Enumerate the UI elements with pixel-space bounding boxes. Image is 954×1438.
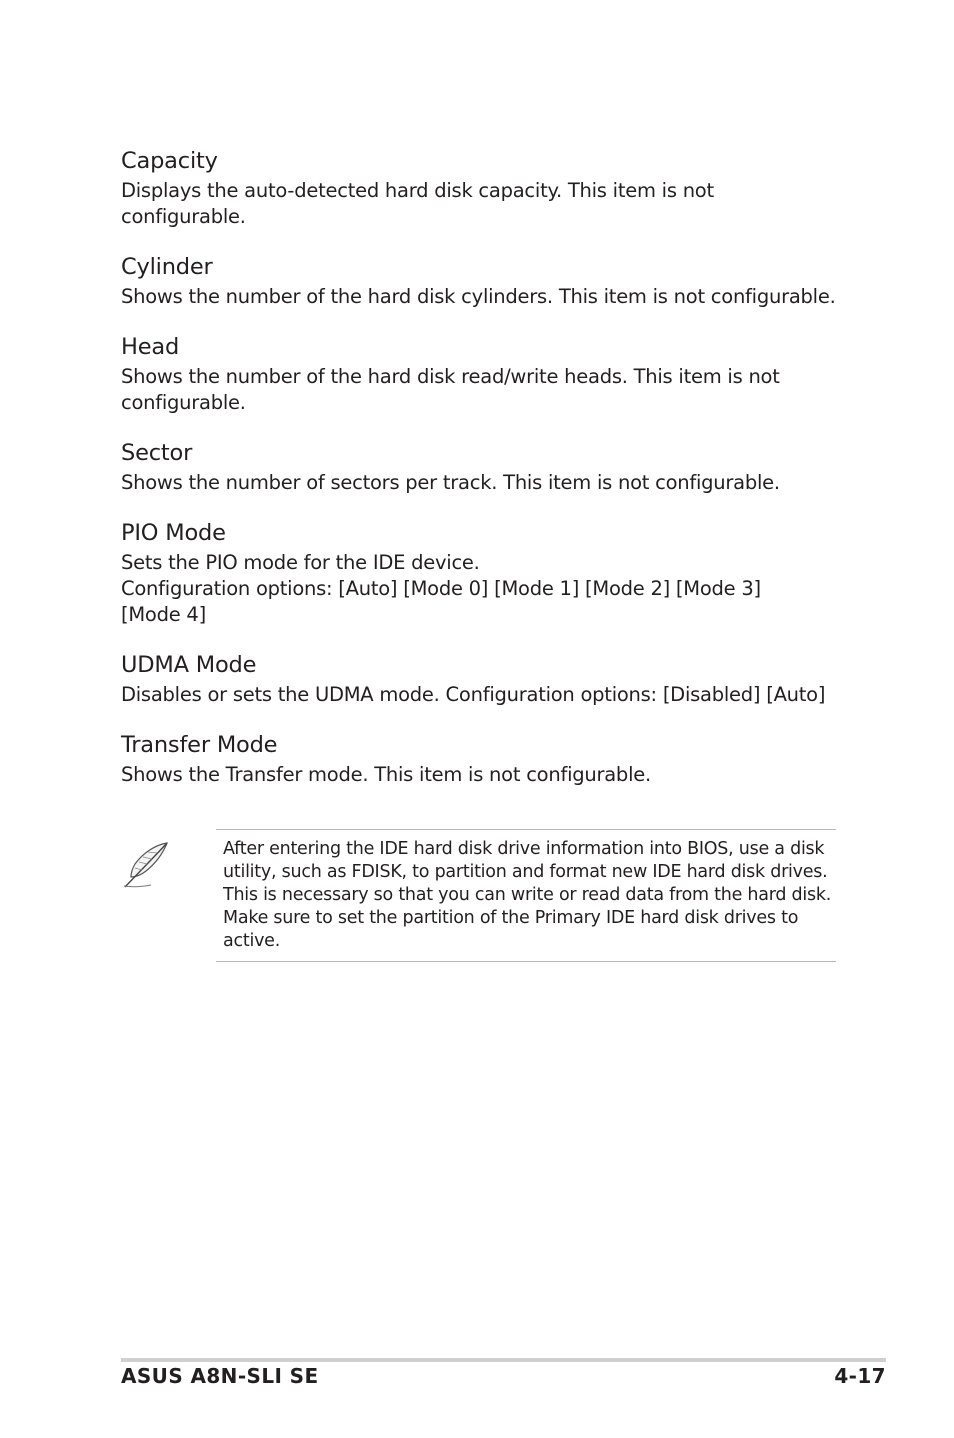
section-heading: Capacity (121, 148, 218, 174)
note-box (216, 829, 836, 962)
description-line: Shows the number of sectors per track. This item is not configurable. (121, 471, 780, 494)
footer-page-number: 4-17 (834, 1364, 886, 1388)
section-description (121, 284, 841, 310)
note-line: Make sure to set the partition of the Primary IDE hard disk drives to (223, 908, 799, 928)
section-heading: Transfer Mode (121, 732, 278, 758)
description-line: Shows the number of the hard disk cylinders. This item is not configurable. (121, 285, 836, 308)
note-line: active. (223, 931, 281, 951)
section-heading: PIO Mode (121, 520, 226, 546)
description-line: Displays the auto-detected hard disk capacity. This item is not (121, 179, 714, 202)
section-description (121, 178, 841, 230)
section-description (121, 550, 841, 628)
section-heading: UDMA Mode (121, 652, 257, 678)
section-pio-mode (121, 518, 841, 628)
section-description (121, 364, 841, 416)
description-line: Disables or sets the UDMA mode. Configuration options: [Disabled] [Auto] (121, 683, 826, 706)
description-line: Shows the Transfer mode. This item is not configurable. (121, 763, 651, 786)
section-heading: Head (121, 334, 180, 360)
description-line: [Mode 4] (121, 603, 206, 626)
section-heading: Cylinder (121, 254, 213, 280)
section-heading: Sector (121, 440, 193, 466)
feather-pen-icon (121, 840, 171, 890)
section-sector (121, 438, 841, 496)
page-content (121, 146, 841, 788)
note-line: This is necessary so that you can write or read data from the hard disk. (223, 885, 832, 905)
section-cylinder (121, 252, 841, 310)
section-description (121, 762, 841, 788)
note-line: After entering the IDE hard disk drive information into BIOS, use a disk (223, 839, 825, 859)
description-line: configurable. (121, 205, 246, 228)
note-line: utility, such as FDISK, to partition and format new IDE hard disk drives. (223, 862, 828, 882)
section-udma-mode (121, 650, 841, 708)
section-capacity (121, 146, 841, 230)
section-transfer-mode (121, 730, 841, 788)
section-description (121, 682, 841, 708)
description-line: Configuration options: [Auto] [Mode 0] [Mode 1] [Mode 2] [Mode 3] (121, 577, 761, 600)
section-head (121, 332, 841, 416)
description-line: Shows the number of the hard disk read/write heads. This item is not (121, 365, 780, 388)
footer-divider (121, 1358, 886, 1362)
section-description (121, 470, 841, 496)
note-text (223, 838, 836, 953)
description-line: configurable. (121, 391, 246, 414)
description-line: Sets the PIO mode for the IDE device. (121, 551, 480, 574)
footer-product-name: ASUS A8N-SLI SE (121, 1364, 319, 1388)
